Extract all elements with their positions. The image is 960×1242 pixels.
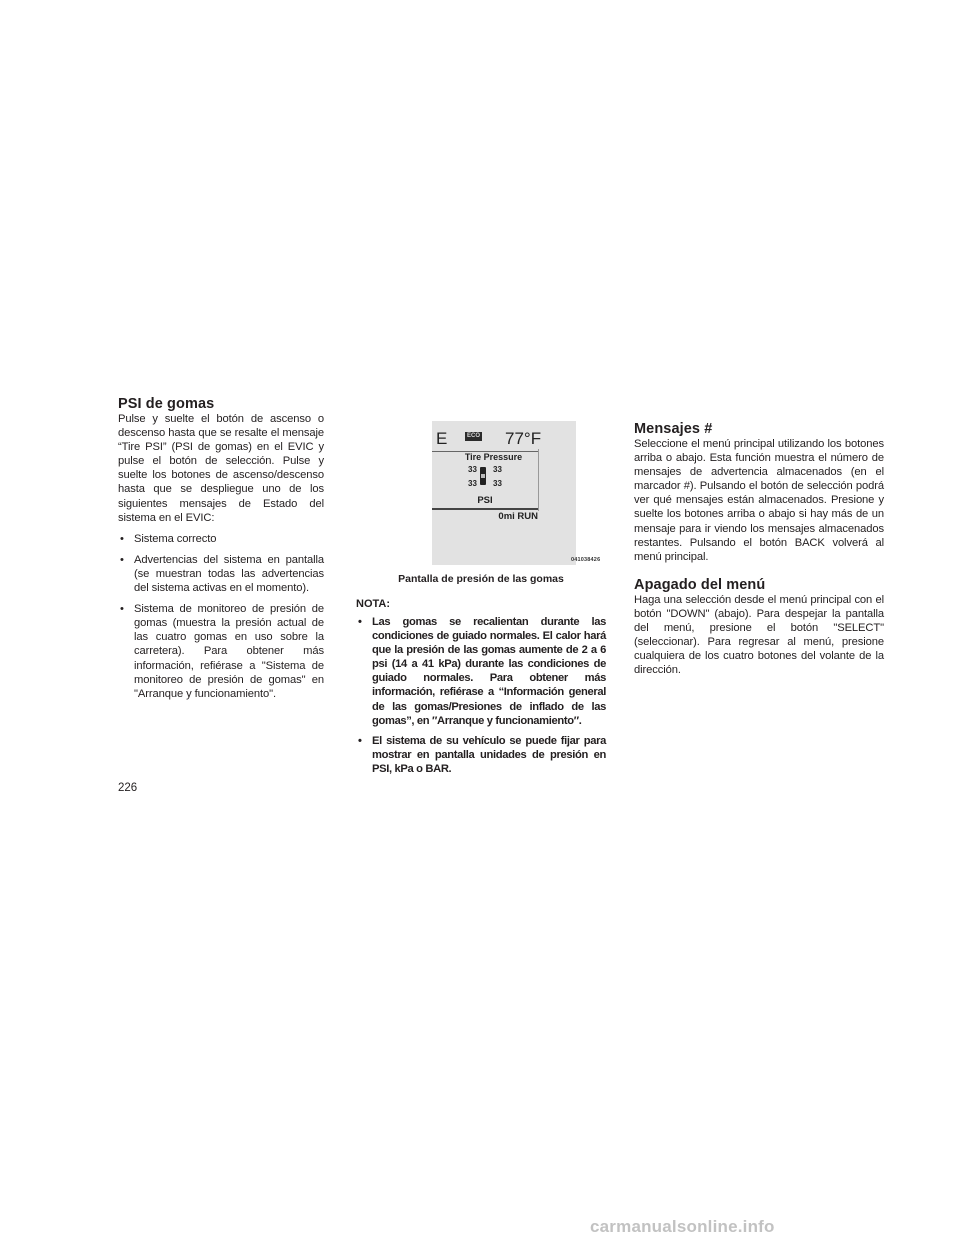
- compass-heading: E: [436, 429, 448, 448]
- list-item: • El sistema de su vehículo se puede fijar para mostrar en pantalla unidades de presión en PSI, kPa o BAR.: [358, 734, 606, 775]
- bullet-icon: •: [358, 616, 362, 628]
- odometer-readout: 0mi RUN: [498, 511, 538, 522]
- watermark-logo: carmanualsonline.info: [590, 1217, 775, 1236]
- figure-code: 041038426: [571, 557, 601, 563]
- list-item: • Advertencias del sistema en pantalla (se muestran todas las advertencias del sistema activas en el momento).: [120, 553, 324, 595]
- list-item: • Las gomas se recalientan durante las condiciones de guiado normales. El calor hará que la presión de las gomas aumente de 2 a 6 psi (14 a 41 kPa) durante las condiciones de guiado normales. Para obtener más información, refiérase a ‘‘Información general de las gomas/Presiones de inflado de las gomas’’, en ″Arranque y funcionamiento″.: [358, 616, 606, 727]
- figure-caption: Pantalla de presión de las gomas: [398, 573, 564, 585]
- note-label: NOTA:: [356, 598, 391, 610]
- display-heading: Tire Pressure: [464, 452, 523, 462]
- section-body: Seleccione el menú principal utilizando los botones arriba o abajo. Esta función muestra el número de mensajes de advertencia almacenados (en el marcador #). Pulsando el botón de selección podrá ver qué mensajes están almacenados. Presione y suelte los botones arriba o abajo si hay más de un mensaje para ir viendo los mensajes almacenados restantes. Pulsando el botón BACK volverá al menú principal.: [634, 438, 884, 563]
- pressure-unit: PSI: [477, 495, 493, 506]
- bullet-icon: •: [120, 603, 124, 616]
- eco-badge: ECO: [466, 433, 480, 439]
- section-body: Haga una selección desde el menú principal con el botón "DOWN" (abajo). Para despejar la pantalla del menú, presione el botón "SELECT" (seleccionar). Para regresar al menú, presione cualquiera de los cuatro botones del volante de la dirección.: [634, 593, 884, 677]
- tire-rear-left: 33: [468, 479, 477, 488]
- bullet-icon: •: [358, 734, 362, 747]
- section-messages: [634, 421, 884, 677]
- divider: [432, 508, 538, 510]
- bullet-icon: •: [120, 532, 124, 545]
- car-icon: [480, 467, 486, 485]
- section-intro: Pulse y suelte el botón de ascenso o descenso hasta que se resalte el mensaje “Tire PSI” (PSI de gomas) en el EVIC y pulse el botón de selección. Pulse y suelte los botones de ascenso/descenso hasta que se despliegue uno de los siguientes mensajes de Estado del sistema en el EVIC:: [118, 413, 324, 524]
- list-item: • Sistema correcto: [120, 532, 217, 545]
- status-message-list: [118, 532, 324, 701]
- section-title: Apagado del menú: [634, 576, 766, 593]
- outside-temperature: 77°F: [505, 429, 542, 448]
- note-list: [356, 615, 606, 782]
- tire-front-right: 33: [493, 465, 502, 474]
- section-tire-psi: [118, 396, 324, 701]
- tire-front-left: 33: [468, 465, 477, 474]
- section-title: PSI de gomas: [118, 396, 215, 412]
- tire-rear-right: 33: [493, 479, 502, 488]
- page-number: 226: [118, 782, 138, 794]
- section-title: Mensajes #: [634, 421, 713, 437]
- tire-pressure-display-image: [432, 421, 576, 565]
- list-item: • Sistema de monitoreo de presión de gomas (muestra la presión actual de las cuatro gomas en uso sobre la carretera). Para obtener más información, refiérase a "Sistema de monitoreo de presión de gomas" en "Arranque y funcionamiento".: [120, 603, 324, 700]
- bullet-icon: •: [120, 553, 124, 566]
